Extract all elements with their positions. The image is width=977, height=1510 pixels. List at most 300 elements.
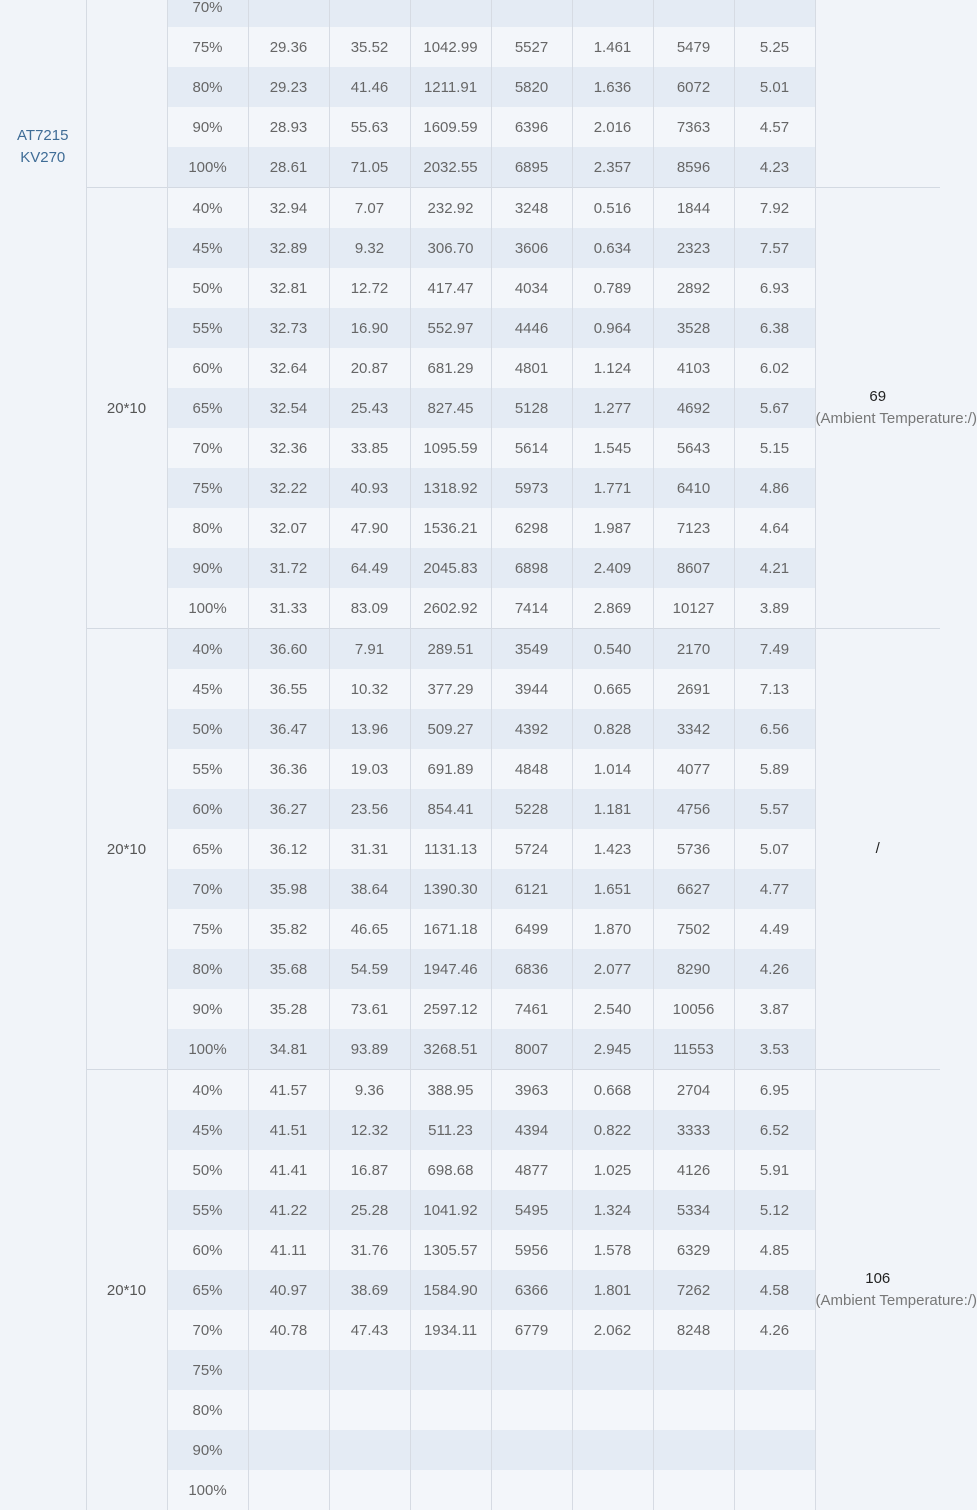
efficiency-cell: 3.87 (734, 989, 815, 1029)
torque-cell: 5736 (653, 829, 734, 869)
rpm-cell: 4392 (491, 709, 572, 749)
throttle-cell: 100% (167, 147, 248, 188)
thrust-cell: 0.634 (572, 228, 653, 268)
throttle-cell: 75% (167, 468, 248, 508)
voltage-cell: 31.72 (248, 548, 329, 588)
propeller-cell: 20*10 (86, 1070, 167, 1510)
voltage-cell: 32.89 (248, 228, 329, 268)
voltage-cell: 41.51 (248, 1110, 329, 1150)
torque-cell: 4756 (653, 789, 734, 829)
current-cell: 7.07 (329, 188, 410, 229)
voltage-cell: 40.97 (248, 1270, 329, 1310)
rpm-cell (491, 1390, 572, 1430)
efficiency-cell: 4.86 (734, 468, 815, 508)
throttle-cell: 55% (167, 1190, 248, 1230)
power-cell: 509.27 (410, 709, 491, 749)
throttle-cell: 45% (167, 669, 248, 709)
rpm-cell: 3944 (491, 669, 572, 709)
throttle-cell: 45% (167, 228, 248, 268)
throttle-cell: 65% (167, 388, 248, 428)
power-cell: 1318.92 (410, 468, 491, 508)
motor-temperature-cell (815, 1070, 940, 1510)
thrust-cell: 0.789 (572, 268, 653, 308)
torque-cell (653, 1350, 734, 1390)
thrust-cell: 2.869 (572, 588, 653, 629)
throttle-cell: 60% (167, 348, 248, 388)
current-cell: 16.90 (329, 308, 410, 348)
throttle-cell: 40% (167, 188, 248, 229)
throttle-cell: 60% (167, 789, 248, 829)
thrust-cell: 0.665 (572, 669, 653, 709)
rpm-cell: 6898 (491, 548, 572, 588)
thrust-cell: 1.324 (572, 1190, 653, 1230)
motor-model-name: AT7215 (0, 125, 86, 147)
power-cell: 1609.59 (410, 107, 491, 147)
throttle-cell: 75% (167, 1350, 248, 1390)
torque-cell: 8248 (653, 1310, 734, 1350)
rpm-cell: 8007 (491, 1029, 572, 1070)
current-cell: 40.93 (329, 468, 410, 508)
current-cell: 31.31 (329, 829, 410, 869)
voltage-cell: 41.57 (248, 1070, 329, 1111)
thrust-cell: 1.423 (572, 829, 653, 869)
efficiency-cell: 7.13 (734, 669, 815, 709)
current-cell (329, 1390, 410, 1430)
voltage-cell (248, 1470, 329, 1510)
current-cell: 38.64 (329, 869, 410, 909)
torque-cell: 2170 (653, 629, 734, 670)
voltage-cell: 32.81 (248, 268, 329, 308)
power-cell: 1947.46 (410, 949, 491, 989)
efficiency-cell: 5.67 (734, 388, 815, 428)
thrust-cell: 2.016 (572, 107, 653, 147)
thrust-cell: 1.461 (572, 27, 653, 67)
motor-temperature-cell (815, 629, 940, 1070)
throttle-cell: 80% (167, 1390, 248, 1430)
rpm-cell: 5973 (491, 468, 572, 508)
rpm-cell: 7461 (491, 989, 572, 1029)
power-cell: 1934.11 (410, 1310, 491, 1350)
voltage-cell: 28.93 (248, 107, 329, 147)
table-row (0, 188, 940, 229)
voltage-cell: 32.07 (248, 508, 329, 548)
current-cell: 10.32 (329, 669, 410, 709)
current-cell (329, 1350, 410, 1390)
efficiency-cell: 4.58 (734, 1270, 815, 1310)
thrust-cell: 2.357 (572, 147, 653, 188)
efficiency-cell (734, 1470, 815, 1510)
thrust-cell: 1.987 (572, 508, 653, 548)
efficiency-cell: 4.85 (734, 1230, 815, 1270)
power-cell: 854.41 (410, 789, 491, 829)
rpm-cell: 5128 (491, 388, 572, 428)
torque-cell: 6410 (653, 468, 734, 508)
voltage-cell (248, 1430, 329, 1470)
efficiency-cell: 5.15 (734, 428, 815, 468)
power-cell: 417.47 (410, 268, 491, 308)
power-cell: 691.89 (410, 749, 491, 789)
efficiency-cell: 5.89 (734, 749, 815, 789)
torque-cell: 7262 (653, 1270, 734, 1310)
thrust-cell: 1.801 (572, 1270, 653, 1310)
throttle-cell: 100% (167, 1029, 248, 1070)
efficiency-cell: 6.93 (734, 268, 815, 308)
voltage-cell: 41.11 (248, 1230, 329, 1270)
rpm-cell: 6836 (491, 949, 572, 989)
current-cell: 73.61 (329, 989, 410, 1029)
torque-cell: 7123 (653, 508, 734, 548)
table-row (0, 0, 940, 27)
rpm-cell: 6396 (491, 107, 572, 147)
thrust-cell: 2.409 (572, 548, 653, 588)
throttle-cell: 40% (167, 1070, 248, 1111)
current-cell (329, 1470, 410, 1510)
torque-cell: 7502 (653, 909, 734, 949)
torque-cell: 1844 (653, 188, 734, 229)
torque-cell: 4077 (653, 749, 734, 789)
table-row (0, 629, 940, 670)
torque-cell: 3342 (653, 709, 734, 749)
torque-cell: 4126 (653, 1150, 734, 1190)
rpm-cell: 4394 (491, 1110, 572, 1150)
current-cell: 25.28 (329, 1190, 410, 1230)
current-cell: 41.46 (329, 67, 410, 107)
rpm-cell: 4034 (491, 268, 572, 308)
voltage-cell: 36.36 (248, 749, 329, 789)
throttle-cell: 55% (167, 308, 248, 348)
throttle-cell: 90% (167, 107, 248, 147)
voltage-cell: 32.22 (248, 468, 329, 508)
motor-kv-rating: KV270 (0, 147, 86, 169)
power-cell: 1390.30 (410, 869, 491, 909)
efficiency-cell: 4.64 (734, 508, 815, 548)
torque-cell: 10127 (653, 588, 734, 629)
throttle-cell: 90% (167, 989, 248, 1029)
thrust-cell: 1.651 (572, 869, 653, 909)
power-cell: 1042.99 (410, 27, 491, 67)
power-cell: 289.51 (410, 629, 491, 670)
thrust-cell: 0.668 (572, 1070, 653, 1111)
power-cell: 1536.21 (410, 508, 491, 548)
thrust-cell (572, 1430, 653, 1470)
temperature-value: 106 (816, 1268, 941, 1290)
power-cell: 388.95 (410, 1070, 491, 1111)
throttle-cell: 65% (167, 829, 248, 869)
rpm-cell: 4446 (491, 308, 572, 348)
throttle-cell: 80% (167, 67, 248, 107)
power-cell: 681.29 (410, 348, 491, 388)
table-row (0, 1070, 940, 1111)
power-cell (410, 1350, 491, 1390)
torque-cell: 3333 (653, 1110, 734, 1150)
power-cell: 2045.83 (410, 548, 491, 588)
efficiency-cell: 3.89 (734, 588, 815, 629)
power-cell (410, 0, 491, 27)
rpm-cell: 6366 (491, 1270, 572, 1310)
power-cell: 232.92 (410, 188, 491, 229)
voltage-cell: 36.47 (248, 709, 329, 749)
voltage-cell: 32.64 (248, 348, 329, 388)
throttle-cell: 50% (167, 709, 248, 749)
throttle-cell: 65% (167, 1270, 248, 1310)
voltage-cell: 35.82 (248, 909, 329, 949)
throttle-cell: 80% (167, 949, 248, 989)
power-cell: 2597.12 (410, 989, 491, 1029)
thrust-cell: 2.062 (572, 1310, 653, 1350)
current-cell: 7.91 (329, 629, 410, 670)
efficiency-cell: 5.07 (734, 829, 815, 869)
torque-cell: 4692 (653, 388, 734, 428)
thrust-cell: 1.578 (572, 1230, 653, 1270)
power-cell: 698.68 (410, 1150, 491, 1190)
voltage-cell: 34.81 (248, 1029, 329, 1070)
power-cell: 1584.90 (410, 1270, 491, 1310)
current-cell: 19.03 (329, 749, 410, 789)
rpm-cell: 3963 (491, 1070, 572, 1111)
efficiency-cell (734, 0, 815, 27)
voltage-cell: 31.33 (248, 588, 329, 629)
voltage-cell: 29.36 (248, 27, 329, 67)
rpm-cell: 6779 (491, 1310, 572, 1350)
thrust-cell: 1.014 (572, 749, 653, 789)
current-cell: 33.85 (329, 428, 410, 468)
voltage-cell: 35.98 (248, 869, 329, 909)
power-cell: 3268.51 (410, 1029, 491, 1070)
current-cell: 31.76 (329, 1230, 410, 1270)
torque-cell: 2892 (653, 268, 734, 308)
voltage-cell: 36.12 (248, 829, 329, 869)
thrust-cell: 2.945 (572, 1029, 653, 1070)
power-cell: 1041.92 (410, 1190, 491, 1230)
throttle-cell: 60% (167, 1230, 248, 1270)
thrust-cell: 1.181 (572, 789, 653, 829)
rpm-cell (491, 1350, 572, 1390)
efficiency-cell: 6.95 (734, 1070, 815, 1111)
throttle-cell: 50% (167, 268, 248, 308)
efficiency-cell: 7.49 (734, 629, 815, 670)
power-cell: 377.29 (410, 669, 491, 709)
voltage-cell: 32.54 (248, 388, 329, 428)
voltage-cell: 36.60 (248, 629, 329, 670)
power-cell (410, 1430, 491, 1470)
efficiency-cell: 4.49 (734, 909, 815, 949)
rpm-cell: 6298 (491, 508, 572, 548)
voltage-cell: 36.27 (248, 789, 329, 829)
torque-cell: 4103 (653, 348, 734, 388)
rpm-cell: 5228 (491, 789, 572, 829)
current-cell: 25.43 (329, 388, 410, 428)
efficiency-cell: 7.57 (734, 228, 815, 268)
thrust-cell: 1.545 (572, 428, 653, 468)
rpm-cell: 6121 (491, 869, 572, 909)
torque-cell: 7363 (653, 107, 734, 147)
throttle-cell: 70% (167, 1310, 248, 1350)
throttle-cell: 70% (167, 0, 248, 27)
torque-cell: 10056 (653, 989, 734, 1029)
voltage-cell: 36.55 (248, 669, 329, 709)
torque-cell (653, 1390, 734, 1430)
efficiency-cell: 4.21 (734, 548, 815, 588)
power-cell: 1305.57 (410, 1230, 491, 1270)
power-cell: 1131.13 (410, 829, 491, 869)
current-cell: 9.36 (329, 1070, 410, 1111)
rpm-cell (491, 0, 572, 27)
rpm-cell: 4848 (491, 749, 572, 789)
current-cell: 12.32 (329, 1110, 410, 1150)
voltage-cell: 29.23 (248, 67, 329, 107)
rpm-cell: 4877 (491, 1150, 572, 1190)
thrust-cell (572, 0, 653, 27)
efficiency-cell: 6.52 (734, 1110, 815, 1150)
efficiency-cell: 5.57 (734, 789, 815, 829)
rpm-cell: 3549 (491, 629, 572, 670)
throttle-cell: 55% (167, 749, 248, 789)
rpm-cell: 4801 (491, 348, 572, 388)
thrust-cell: 0.964 (572, 308, 653, 348)
power-cell (410, 1470, 491, 1510)
voltage-cell: 32.73 (248, 308, 329, 348)
voltage-cell (248, 1350, 329, 1390)
efficiency-cell (734, 1390, 815, 1430)
efficiency-cell: 6.02 (734, 348, 815, 388)
thrust-cell: 0.822 (572, 1110, 653, 1150)
torque-cell (653, 0, 734, 27)
torque-cell: 2704 (653, 1070, 734, 1111)
rpm-cell: 6895 (491, 147, 572, 188)
rpm-cell: 5956 (491, 1230, 572, 1270)
rpm-cell: 5527 (491, 27, 572, 67)
efficiency-cell: 4.77 (734, 869, 815, 909)
efficiency-cell: 5.12 (734, 1190, 815, 1230)
throttle-cell: 50% (167, 1150, 248, 1190)
current-cell: 38.69 (329, 1270, 410, 1310)
power-cell: 511.23 (410, 1110, 491, 1150)
rpm-cell: 3606 (491, 228, 572, 268)
current-cell: 71.05 (329, 147, 410, 188)
torque-cell: 8596 (653, 147, 734, 188)
rpm-cell (491, 1430, 572, 1470)
power-cell: 1095.59 (410, 428, 491, 468)
efficiency-cell: 3.53 (734, 1029, 815, 1070)
rpm-cell: 5724 (491, 829, 572, 869)
ambient-temperature-note: (Ambient Temperature:/) (816, 408, 941, 430)
torque-cell: 6329 (653, 1230, 734, 1270)
thrust-cell: 2.077 (572, 949, 653, 989)
current-cell: 16.87 (329, 1150, 410, 1190)
throttle-cell: 100% (167, 1470, 248, 1510)
thrust-cell: 2.540 (572, 989, 653, 1029)
current-cell: 35.52 (329, 27, 410, 67)
current-cell: 64.49 (329, 548, 410, 588)
efficiency-cell: 6.38 (734, 308, 815, 348)
throttle-cell: 70% (167, 869, 248, 909)
propeller-cell: 20*10 (86, 188, 167, 629)
voltage-cell: 40.78 (248, 1310, 329, 1350)
current-cell: 55.63 (329, 107, 410, 147)
thrust-cell: 1.636 (572, 67, 653, 107)
temperature-value: 69 (816, 386, 941, 408)
voltage-cell: 32.94 (248, 188, 329, 229)
torque-cell: 5479 (653, 27, 734, 67)
torque-cell (653, 1470, 734, 1510)
temperature-value: / (816, 838, 941, 860)
efficiency-cell: 4.23 (734, 147, 815, 188)
throttle-cell: 100% (167, 588, 248, 629)
rpm-cell: 6499 (491, 909, 572, 949)
torque-cell: 11553 (653, 1029, 734, 1070)
motor-temperature-cell (815, 188, 940, 629)
efficiency-cell: 5.01 (734, 67, 815, 107)
rpm-cell (491, 1470, 572, 1510)
torque-cell: 2323 (653, 228, 734, 268)
rpm-cell: 5495 (491, 1190, 572, 1230)
thrust-cell (572, 1470, 653, 1510)
voltage-cell: 41.22 (248, 1190, 329, 1230)
torque-cell: 2691 (653, 669, 734, 709)
power-cell: 1671.18 (410, 909, 491, 949)
throttle-cell: 90% (167, 1430, 248, 1470)
current-cell: 83.09 (329, 588, 410, 629)
rpm-cell: 5614 (491, 428, 572, 468)
voltage-cell: 28.61 (248, 147, 329, 188)
current-cell (329, 0, 410, 27)
thrust-cell: 1.870 (572, 909, 653, 949)
voltage-cell (248, 1390, 329, 1430)
current-cell: 47.43 (329, 1310, 410, 1350)
throttle-cell: 90% (167, 548, 248, 588)
thrust-cell (572, 1390, 653, 1430)
efficiency-cell: 4.57 (734, 107, 815, 147)
throttle-cell: 70% (167, 428, 248, 468)
current-cell: 23.56 (329, 789, 410, 829)
efficiency-cell: 4.26 (734, 1310, 815, 1350)
efficiency-cell: 7.92 (734, 188, 815, 229)
power-cell: 2602.92 (410, 588, 491, 629)
torque-cell: 5643 (653, 428, 734, 468)
efficiency-cell (734, 1430, 815, 1470)
throttle-cell: 80% (167, 508, 248, 548)
power-cell (410, 1390, 491, 1430)
power-cell: 552.97 (410, 308, 491, 348)
current-cell (329, 1430, 410, 1470)
thrust-cell: 1.124 (572, 348, 653, 388)
throttle-cell: 75% (167, 27, 248, 67)
throttle-cell: 45% (167, 1110, 248, 1150)
voltage-cell: 41.41 (248, 1150, 329, 1190)
efficiency-cell (734, 1350, 815, 1390)
throttle-cell: 75% (167, 909, 248, 949)
efficiency-cell: 5.25 (734, 27, 815, 67)
torque-cell: 5334 (653, 1190, 734, 1230)
rpm-cell: 5820 (491, 67, 572, 107)
rpm-cell: 7414 (491, 588, 572, 629)
current-cell: 93.89 (329, 1029, 410, 1070)
current-cell: 54.59 (329, 949, 410, 989)
throttle-cell: 40% (167, 629, 248, 670)
power-cell: 1211.91 (410, 67, 491, 107)
power-cell: 306.70 (410, 228, 491, 268)
efficiency-cell: 6.56 (734, 709, 815, 749)
torque-cell (653, 1430, 734, 1470)
thrust-cell: 1.025 (572, 1150, 653, 1190)
torque-cell: 6627 (653, 869, 734, 909)
power-cell: 827.45 (410, 388, 491, 428)
current-cell: 13.96 (329, 709, 410, 749)
thrust-cell (572, 1350, 653, 1390)
voltage-cell: 35.28 (248, 989, 329, 1029)
voltage-cell: 35.68 (248, 949, 329, 989)
efficiency-cell: 4.26 (734, 949, 815, 989)
